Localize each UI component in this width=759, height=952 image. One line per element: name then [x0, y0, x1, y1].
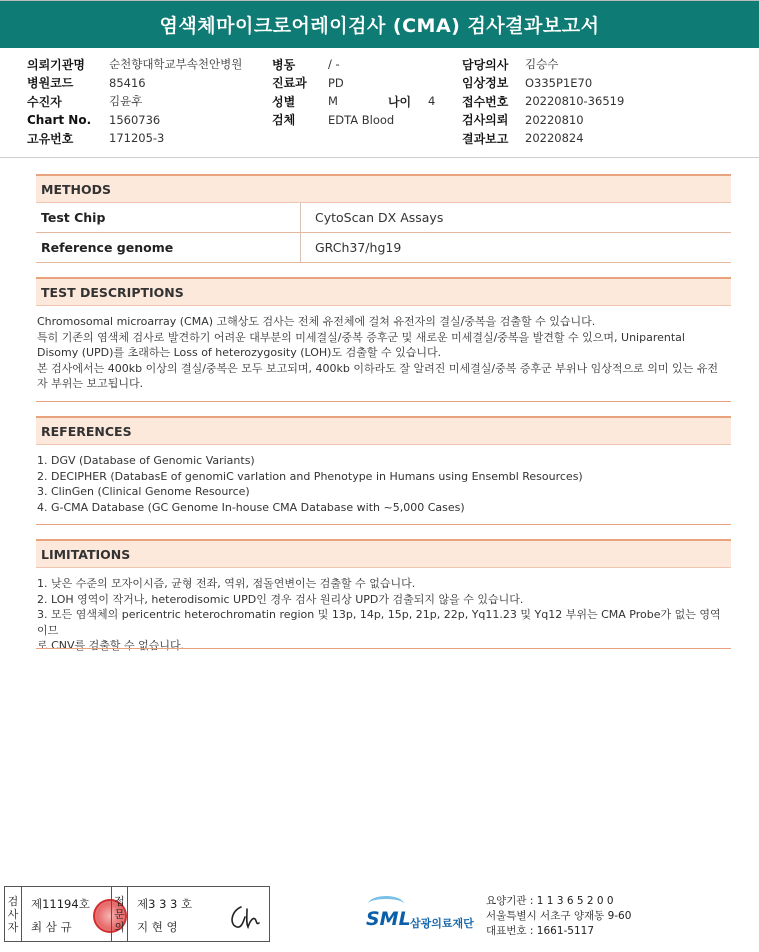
patient-info-col3	[462, 55, 624, 148]
references-body	[37, 453, 731, 515]
signature-icon	[227, 903, 263, 931]
report-footer	[4, 886, 755, 944]
methods-key: Reference genome	[36, 233, 301, 262]
age-value: 4	[427, 94, 436, 109]
label-char: 검	[7, 894, 19, 908]
patient-info-col2	[272, 55, 435, 129]
info-row-hospital-code	[27, 74, 242, 93]
info-label: 병원코드	[27, 76, 74, 91]
limitation-item: 3. 모든 염색체의 pericentric heterochromatin region 및 13p, 14p, 15p, 21p, 22p, Yq11.23 및 Yq12 부위는 CMA Probe가 없는 영역이므	[37, 608, 721, 637]
info-label: 임상정보	[462, 76, 509, 91]
info-value: M	[328, 94, 338, 109]
info-row-doctor	[462, 55, 624, 74]
info-row-receipt-no	[462, 92, 624, 111]
info-value: EDTA Blood	[328, 112, 395, 127]
info-value: O335P1E70	[525, 75, 593, 90]
label-char: 의	[114, 920, 125, 934]
limitation-item: 1. 낮은 수준의 모자이시즘, 균형 전좌, 역위, 점돌연변이는 검출할 수 없습니다.	[37, 577, 416, 590]
info-label: 담당의사	[462, 57, 509, 72]
info-value: / -	[328, 57, 340, 72]
logo-name: 삼광의료재단	[410, 917, 474, 930]
info-row-clinical-info	[462, 74, 624, 93]
info-row-chart-no	[27, 111, 242, 130]
info-row-ward	[272, 55, 435, 74]
methods-value: GRCh37/hg19	[315, 240, 402, 255]
info-row-sex-age	[272, 92, 435, 111]
info-value: 171205-3	[109, 131, 165, 146]
label-char: 사	[7, 907, 19, 921]
limitations-body	[37, 576, 731, 654]
info-row-specimen	[272, 111, 435, 130]
methods-table	[36, 203, 731, 263]
test-descriptions-heading: TEST DESCRIPTIONS	[36, 277, 731, 306]
info-value: 20220810-36519	[525, 94, 625, 109]
confirmer-license: 제3 3 3 호	[137, 897, 193, 911]
info-value: 김윤후	[109, 94, 143, 109]
info-row-unique-no	[27, 129, 242, 148]
info-value: 85416	[109, 75, 146, 90]
info-label: 검체	[272, 113, 296, 128]
text-line: 특히 기존의 염색체 검사로 발견하기 어려운 대부분의 미세결실/중복 증후군 및 새로운 미세결실/중복을 발견할 수 있으며, Uniparental	[37, 330, 685, 344]
limitation-item: 로 CNV를 검출할 수 없습니다.	[37, 639, 185, 652]
confirmer-label	[111, 887, 128, 941]
info-label: 수진자	[27, 94, 62, 109]
info-label: 진료과	[272, 76, 307, 91]
label-char: 접	[114, 894, 125, 908]
info-value: 20220824	[525, 131, 584, 146]
info-label: 병동	[272, 57, 296, 72]
methods-heading: METHODS	[36, 174, 731, 203]
inspector-license: 제11194호	[31, 897, 90, 911]
signature-box	[4, 886, 270, 942]
text-line: Chromosomal microarray (CMA) 고해상도 검사는 전체 유전체에 걸쳐 유전자의 결실/중복을 검출할 수 있습니다.	[37, 315, 596, 328]
lab-info-line: 요양기관 : 1 1 3 6 5 2 0 0	[486, 895, 614, 907]
info-label: 결과보고	[462, 131, 509, 146]
test-descriptions-body	[37, 314, 731, 392]
lab-info-line: 서울특별시 서초구 양재동 9-60	[486, 910, 632, 922]
age-label: 나이	[387, 94, 412, 109]
methods-key: Test Chip	[36, 203, 301, 232]
info-row-report-date	[462, 129, 624, 148]
info-value: 1560736	[109, 112, 161, 127]
info-label: Chart No.	[27, 112, 92, 127]
reference-item: 1. DGV (Database of Genomic Variants)	[37, 454, 255, 467]
reference-item: 3. ClinGen (Clinical Genome Resource)	[37, 485, 250, 498]
section-divider	[36, 648, 731, 649]
reference-item: 2. DECIPHER (DatabasE of genomiC varIation and Phenotype in Humans using Ensembl Resources)	[37, 469, 583, 483]
references-heading: REFERENCES	[36, 416, 731, 445]
inspector-name: 최 삼 규	[31, 920, 72, 934]
label-char: 문	[114, 907, 125, 921]
text-line: Disomy (UPD)를 초래하는 Loss of heterozygosity (LOH)도 검출할 수 있습니다.	[37, 346, 442, 359]
info-value: 20220810	[525, 112, 584, 127]
methods-row-reference-genome	[36, 233, 731, 263]
sml-logo	[366, 894, 486, 938]
info-value: PD	[328, 75, 344, 90]
text-line: 본 검사에서는 400kb 이상의 결실/중복은 모두 보고되며, 400kb 이하라도 잘 알려진 미세결실/중복 증후군 부위나 임상적으로 의미 있는 유전	[37, 361, 718, 375]
patient-info-col1	[27, 55, 242, 148]
report-title: 염색체마이크로어레이검사 (CMA) 검사결과보고서	[0, 0, 759, 48]
confirmer-name: 지 현 영	[137, 920, 178, 934]
info-row-patient	[27, 92, 242, 111]
text-line: 자 부위는 보고됩니다.	[37, 377, 144, 390]
logo-mark: SML	[366, 908, 411, 930]
info-value: 김승수	[525, 57, 559, 72]
header-divider	[0, 157, 759, 158]
info-value: 순천향대학교부속천안병원	[109, 57, 243, 72]
info-row-request-date	[462, 111, 624, 130]
info-label: 성별	[272, 94, 296, 109]
info-label: 고유번호	[27, 131, 74, 146]
info-label: 검사의뢰	[462, 113, 509, 128]
reference-item: 4. G-CMA Database (GC Genome In-house CMA Database with ~5,000 Cases)	[37, 500, 465, 514]
section-divider	[36, 401, 731, 402]
info-label: 접수번호	[462, 94, 509, 109]
inspector-label	[5, 887, 22, 941]
lab-info	[486, 894, 631, 939]
info-row-institution	[27, 55, 242, 74]
methods-value: CytoScan DX Assays	[315, 210, 444, 225]
section-divider	[36, 524, 731, 525]
lab-info-line: 대표번호 : 1661-5117	[486, 925, 595, 937]
limitations-heading: LIMITATIONS	[36, 539, 731, 568]
info-row-department	[272, 74, 435, 93]
info-label: 의뢰기관명	[27, 57, 85, 72]
label-char: 자	[7, 920, 19, 934]
limitation-item: 2. LOH 영역이 작거나, heterodisomic UPD인 경우 검사 원리상 UPD가 검출되지 않을 수 있습니다.	[37, 592, 524, 606]
methods-row-test-chip	[36, 203, 731, 233]
